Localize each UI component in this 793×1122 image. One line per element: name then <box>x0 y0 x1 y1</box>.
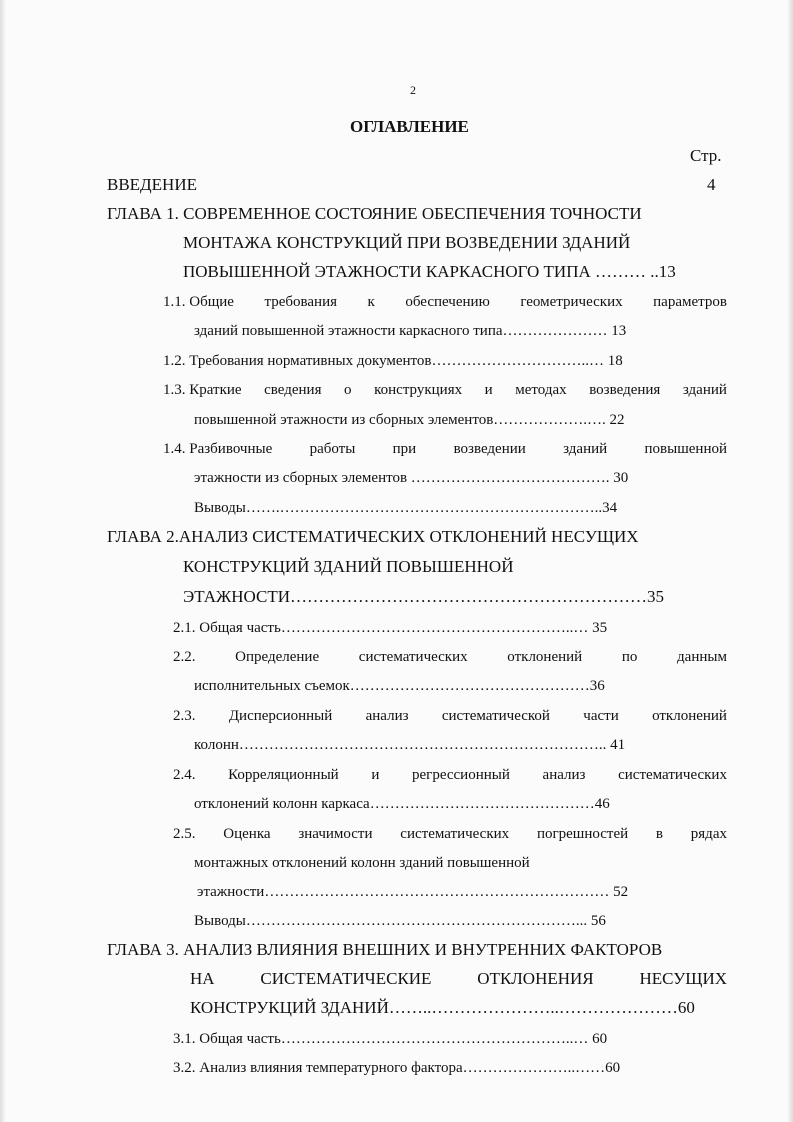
chapter-1-title-line-1: ГЛАВА 1. СОВРЕМЕННОЕ СОСТОЯНИЕ ОБЕСПЕЧЕНИЯ ТОЧНОСТИ <box>107 204 642 223</box>
section-1-4-word: работы <box>309 441 356 457</box>
section-1-1-word: к <box>367 294 375 310</box>
section-1-3-word: возведения <box>589 382 661 398</box>
section-1-4-word: при <box>392 441 417 457</box>
section-2-3-word: Дисперсионный <box>228 708 333 724</box>
section-2-4-word: анализ <box>542 767 586 783</box>
section-2-5-word: 2.5. <box>173 826 196 842</box>
chapter-1-title-line-3: ПОВЫШЕННОЙ ЭТАЖНОСТИ КАРКАСНОГО ТИПА ……… ..13 <box>183 262 676 281</box>
section-2-4-word: Корреляционный <box>228 767 339 783</box>
section-2-2-word: отклонений <box>507 649 583 665</box>
chapter-3-title-line-1: ГЛАВА 3. АНАЛИЗ ВЛИЯНИЯ ВНЕШНИХ И ВНУТРЕННИХ ФАКТОРОВ <box>107 940 663 959</box>
section-2-4-word: систематических <box>618 767 727 783</box>
section-3-2: 3.2. Анализ влияния температурного фактора…………………..……60 <box>173 1060 621 1076</box>
section-2-4-word: 2.4. <box>173 767 196 783</box>
section-1-3-line-2: повышенной этажности из сборных элементов……………….…. 22 <box>194 412 625 428</box>
section-2-2-word: 2.2. <box>173 649 196 665</box>
scan-edge-right <box>787 0 793 1122</box>
section-1-1-line-1 <box>163 292 727 312</box>
section-2-4-line-1 <box>173 765 727 785</box>
chapter-3-word: СИСТЕМАТИЧЕСКИЕ <box>260 969 432 988</box>
chapter-3-title-line-3: КОНСТРУКЦИЙ ЗДАНИЙ……..…………………..…………………60 <box>190 998 695 1017</box>
section-2-5-word: рядах <box>690 826 727 842</box>
section-2-5-word: в <box>655 826 663 842</box>
section-1-1-line-2: зданий повышенной этажности каркасного типа………………… 13 <box>194 323 627 339</box>
section-2-3-line-1 <box>173 706 727 726</box>
section-2-5-word: систематических <box>400 826 510 842</box>
chapter-2-title-line-3: ЭТАЖНОСТИ………………………………………………………35 <box>183 587 665 606</box>
chapter-3-word: ОТКЛОНЕНИЯ <box>477 969 594 988</box>
section-2-4-word: и <box>371 767 380 783</box>
section-1-1-word: 1.1. Общие <box>163 294 234 310</box>
chapter-2-conclusions: Выводы…………………………………………………………... 56 <box>194 913 606 929</box>
chapter-1-conclusions: Выводы…….………………………………………………………..34 <box>194 500 618 516</box>
section-2-5-line-3: этажности…………………………………………………………… 52 <box>197 884 629 900</box>
chapter-2-title-line-1: ГЛАВА 2.АНАЛИЗ СИСТЕМАТИЧЕСКИХ ОТКЛОНЕНИЙ НЕСУЩИХ <box>107 527 639 546</box>
page-column-label: Стр. <box>690 146 722 165</box>
section-1-4-line-1 <box>163 439 727 459</box>
chapter-3-word: НЕСУЩИХ <box>639 969 727 988</box>
toc-intro-page: 4 <box>707 175 716 194</box>
section-2-2-word: по <box>621 649 638 665</box>
section-2-2-word: систематических <box>358 649 468 665</box>
section-1-4-word: повышенной <box>644 441 727 457</box>
section-1-1-word: обеспечению <box>405 294 490 310</box>
section-2-1: 2.1. Общая часть…………………………………………………..… 35 <box>173 620 608 636</box>
section-1-1-word: требования <box>264 294 338 310</box>
section-2-5-line-1 <box>173 824 727 844</box>
section-1-3-word: конструкциях <box>374 382 463 398</box>
section-1-3-word: и <box>484 382 493 398</box>
section-1-3-word: методах <box>515 382 567 398</box>
section-3-1: 3.1. Общая часть…………………………………………………..… 60 <box>173 1031 608 1047</box>
section-1-2: 1.2. Требования нормативных документов…………………………..… 18 <box>163 353 623 369</box>
section-1-4-word: возведении <box>453 441 526 457</box>
section-2-5-word: значимости <box>298 826 373 842</box>
toc-title: ОГЛАВЛЕНИЕ <box>350 117 469 136</box>
section-2-3-word: анализ <box>365 708 409 724</box>
section-1-3-word: 1.3. Краткие <box>163 382 242 398</box>
toc-intro-label: ВВЕДЕНИЕ <box>107 175 197 194</box>
section-2-3-line-2: колонн……………………………………………………………….. 41 <box>194 737 626 753</box>
chapter-2-title-line-2: КОНСТРУКЦИЙ ЗДАНИЙ ПОВЫШЕННОЙ <box>183 557 514 576</box>
section-2-2-word: Определение <box>235 649 320 665</box>
section-2-5-line-2: монтажных отклонений колонн зданий повышенной <box>194 855 530 871</box>
section-1-3-word: сведения <box>264 382 322 398</box>
section-2-3-word: отклонений <box>652 708 727 724</box>
section-1-1-word: параметров <box>653 294 727 310</box>
chapter-3-word: НА <box>190 969 215 988</box>
section-2-5-word: погрешностей <box>536 826 629 842</box>
section-1-4-word: зданий <box>563 441 608 457</box>
chapter-3-title-line-2 <box>190 969 727 989</box>
section-2-4-line-2: отклонений колонн каркаса………………………………………46 <box>194 796 610 812</box>
section-1-3-word: зданий <box>682 382 727 398</box>
scan-edge-left <box>0 0 6 1122</box>
section-2-3-word: части <box>583 708 619 724</box>
section-1-4-word: 1.4. Разбивочные <box>163 441 273 457</box>
section-2-2-word: данным <box>677 649 727 665</box>
chapter-1-title-line-2: МОНТАЖА КОНСТРУКЦИЙ ПРИ ВОЗВЕДЕНИИ ЗДАНИЙ <box>183 233 631 252</box>
section-1-1-word: геометрических <box>520 294 623 310</box>
section-2-3-word: 2.3. <box>173 708 196 724</box>
section-2-4-word: регрессионный <box>412 767 510 783</box>
section-1-4-line-2: этажности из сборных элементов …………………………………. 30 <box>194 470 629 486</box>
section-1-3-word: о <box>344 382 352 398</box>
section-2-2-line-2: исполнительных съемок…………………………………………36 <box>194 678 605 694</box>
section-1-3-line-1 <box>163 380 727 400</box>
page-number: 2 <box>410 83 416 97</box>
section-2-5-word: Оценка <box>223 826 271 842</box>
section-2-2-line-1 <box>173 647 727 667</box>
section-2-3-word: систематической <box>441 708 550 724</box>
